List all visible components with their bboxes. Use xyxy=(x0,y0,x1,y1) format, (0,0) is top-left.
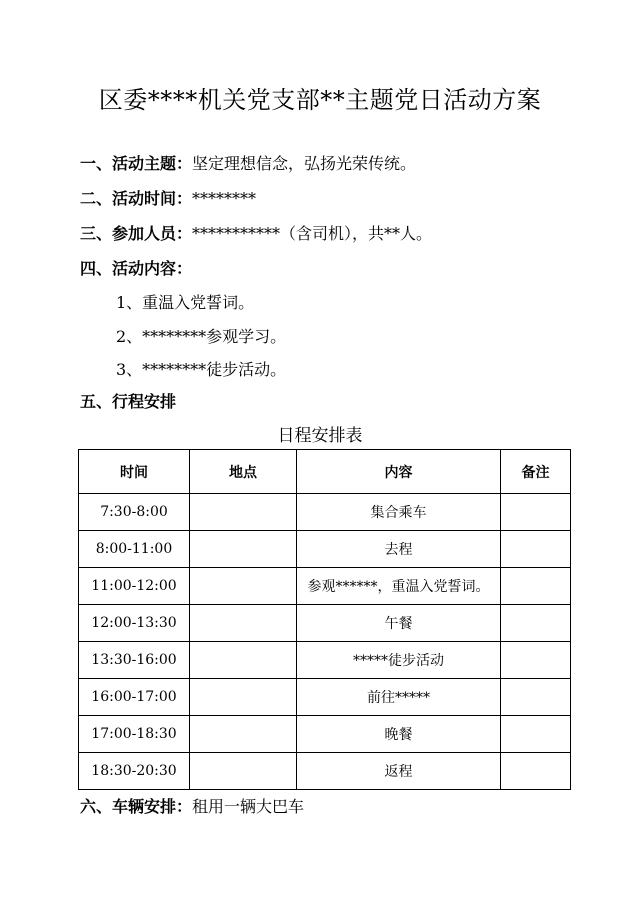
table-row xyxy=(79,642,571,679)
section-vehicle xyxy=(80,794,304,817)
table-row xyxy=(79,679,571,716)
cell-time: 12:00-13:30 xyxy=(79,605,190,642)
cell-place xyxy=(190,716,297,753)
cell-content: 参观******，重温入党誓词。 xyxy=(297,568,501,605)
document-title: 区委****机关党支部**主题党日活动方案 xyxy=(98,86,542,114)
cell-content: 集合乘车 xyxy=(297,494,501,531)
section-time-heading: 二、活动时间： xyxy=(80,189,193,208)
cell-content: 前往***** xyxy=(297,679,501,716)
cell-place xyxy=(190,679,297,716)
cell-time: 7:30-8:00 xyxy=(79,494,190,531)
section-theme xyxy=(80,151,416,174)
cell-time: 8:00-11:00 xyxy=(79,531,190,568)
cell-place xyxy=(190,568,297,605)
cell-content: 晚餐 xyxy=(297,716,501,753)
section-theme-value: 坚定理想信念，弘扬光荣传统。 xyxy=(192,154,417,173)
content-item: 3、********徒步活动。 xyxy=(116,360,287,379)
column-header-note: 备注 xyxy=(501,450,571,494)
cell-place xyxy=(190,531,297,568)
table-row xyxy=(79,716,571,753)
cell-place xyxy=(190,753,297,790)
cell-note xyxy=(501,716,571,753)
section-people xyxy=(80,221,432,244)
cell-note xyxy=(501,605,571,642)
table-row xyxy=(79,568,571,605)
cell-place xyxy=(190,494,297,531)
cell-note xyxy=(501,568,571,605)
cell-content: 午餐 xyxy=(297,605,501,642)
section-schedule-heading: 五、行程安排 xyxy=(80,392,177,411)
cell-note xyxy=(501,753,571,790)
cell-time: 18:30-20:30 xyxy=(79,753,190,790)
column-header-content: 内容 xyxy=(297,450,501,494)
table-row xyxy=(79,494,571,531)
table-row xyxy=(79,753,571,790)
section-people-heading: 三、参加人员： xyxy=(80,224,193,243)
cell-note xyxy=(501,494,571,531)
section-vehicle-heading: 六、车辆安排： xyxy=(80,797,193,816)
cell-content: 返程 xyxy=(297,753,501,790)
cell-content: *****徒步活动 xyxy=(297,642,501,679)
table-row xyxy=(79,531,571,568)
cell-time: 16:00-17:00 xyxy=(79,679,190,716)
section-vehicle-value: 租用一辆大巴车 xyxy=(192,797,305,816)
table-header-row xyxy=(79,450,571,494)
cell-note xyxy=(501,679,571,716)
table-row xyxy=(79,605,571,642)
cell-place xyxy=(190,642,297,679)
content-item: 2、********参观学习。 xyxy=(116,327,287,346)
cell-content: 去程 xyxy=(297,531,501,568)
section-content xyxy=(80,256,192,279)
section-theme-heading: 一、活动主题： xyxy=(80,154,193,173)
section-time-value: ******** xyxy=(192,189,257,208)
section-schedule xyxy=(80,389,176,412)
column-header-time: 时间 xyxy=(79,450,190,494)
cell-time: 17:00-18:30 xyxy=(79,716,190,753)
content-item: 1、重温入党誓词。 xyxy=(116,293,255,312)
cell-time: 13:30-16:00 xyxy=(79,642,190,679)
column-header-place: 地点 xyxy=(190,450,297,494)
section-time xyxy=(80,186,256,209)
section-people-value: ***********（含司机），共**人。 xyxy=(192,224,433,243)
section-content-heading: 四、活动内容： xyxy=(80,259,193,278)
table-caption: 日程安排表 xyxy=(277,426,363,446)
cell-note xyxy=(501,642,571,679)
schedule-table xyxy=(78,449,571,790)
cell-place xyxy=(190,605,297,642)
cell-note xyxy=(501,531,571,568)
cell-time: 11:00-12:00 xyxy=(79,568,190,605)
